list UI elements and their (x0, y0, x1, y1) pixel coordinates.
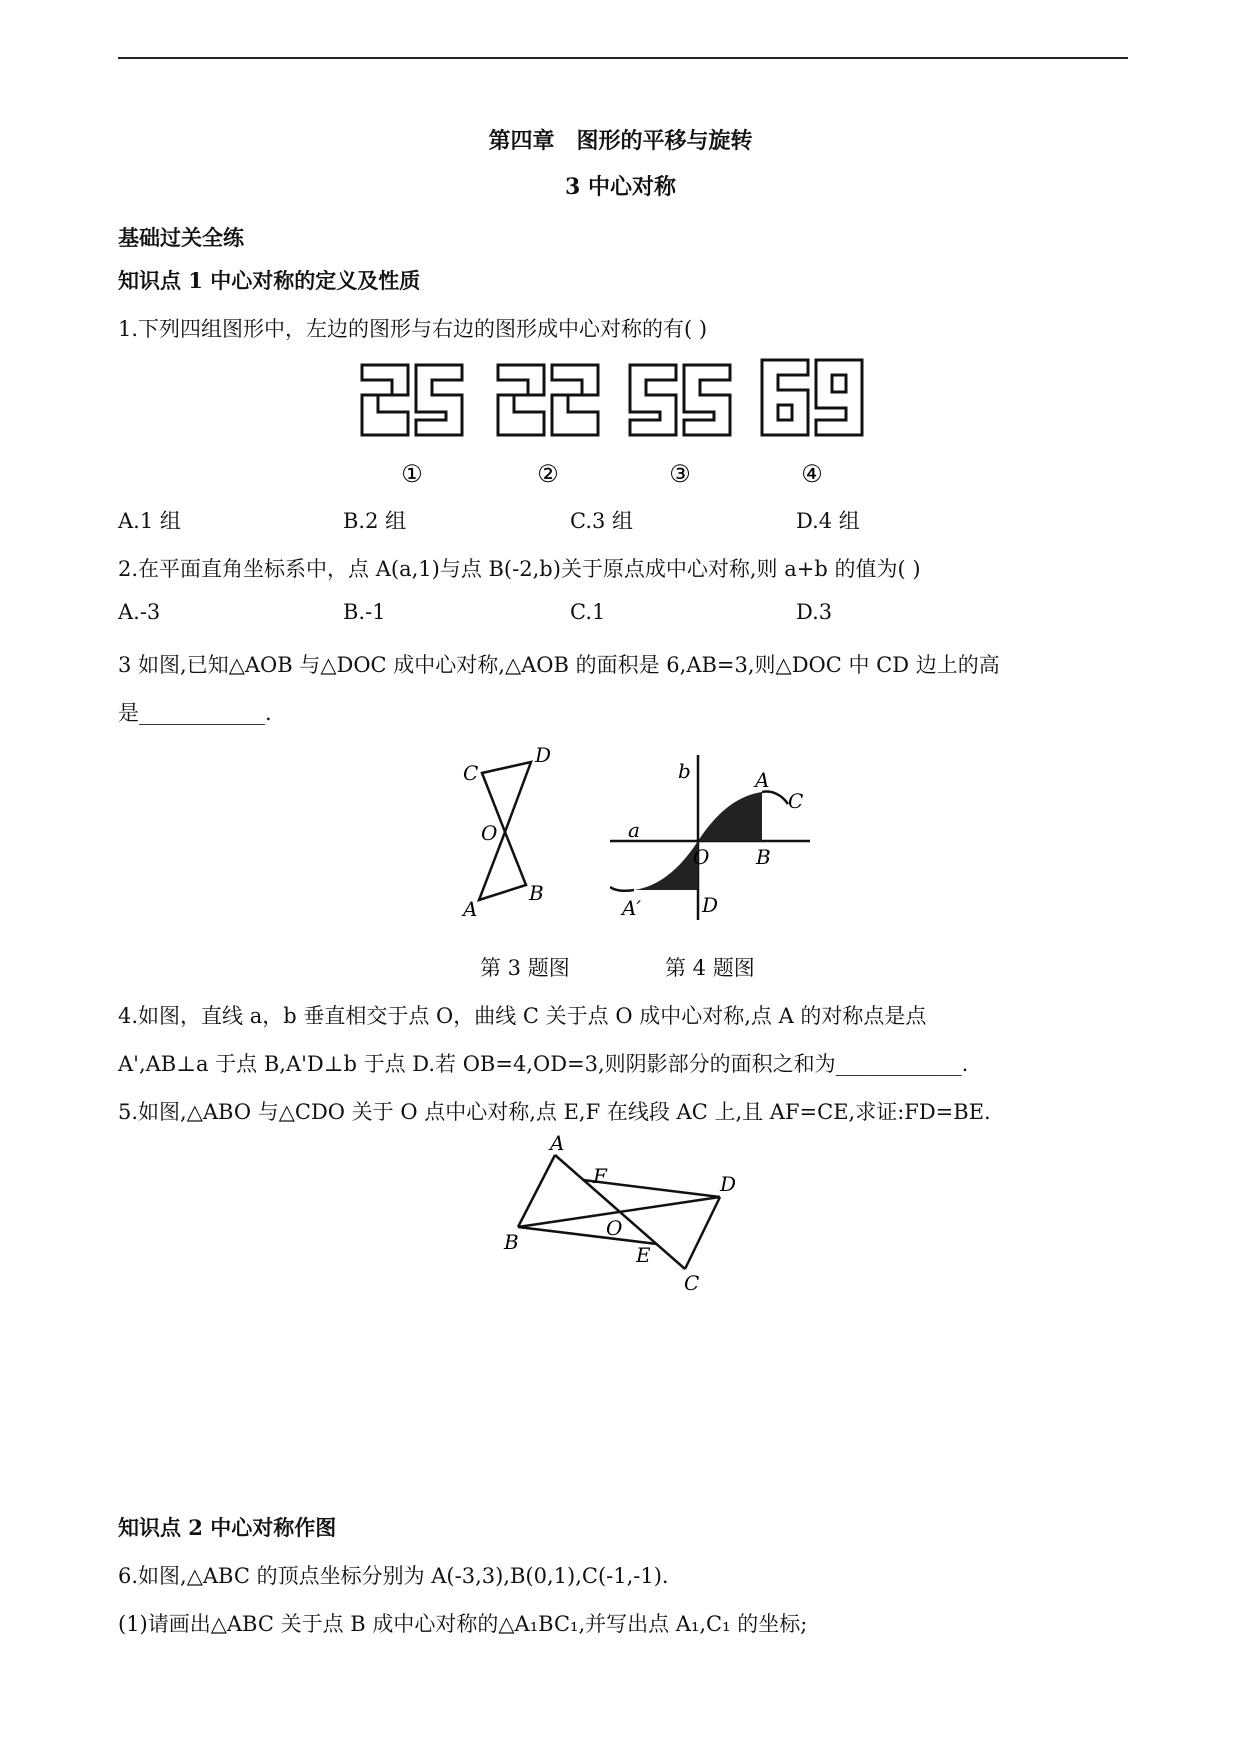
question-1-figure (350, 350, 890, 500)
label-b: B (529, 881, 544, 905)
question-2-text: 2.在平面直角坐标系中，点 A(a,1)与点 B(-2,b)关于原点成中心对称,则 a+b 的值为( ) (118, 557, 921, 581)
digit-5-outline (630, 365, 676, 435)
question-6-text: 6.如图,△ABC 的顶点坐标分别为 A(-3,3),B(0,1),C(-1,-1). (118, 1564, 669, 1588)
figure-mark-2: ② (537, 460, 559, 488)
q1-option-a: A.1 组 (118, 509, 181, 533)
curve-left-tail (610, 887, 634, 891)
label-f: F (593, 1164, 607, 1188)
label-b: B (504, 1230, 519, 1254)
label-a-prime: A′ (622, 896, 641, 920)
segment-ab (518, 1155, 555, 1227)
q2-option-b: B.-1 (343, 600, 386, 624)
digit-6-outline (762, 360, 808, 435)
question-3-line-2: 是____________. (118, 701, 272, 725)
question-6-part-1: (1)请画出△ABC 关于点 B 成中心对称的△A₁BC₁,并写出点 A₁,C₁ 的坐标; (118, 1612, 808, 1636)
segment-be (518, 1227, 657, 1244)
label-b-axis: b (678, 759, 691, 783)
label-a-axis: a (628, 818, 640, 842)
digit-9-outline (816, 360, 862, 435)
figure-3-caption: 第 3 题图 (480, 956, 570, 980)
label-a: A (755, 768, 770, 792)
figure-3 (455, 740, 565, 920)
question-4-line-1: 4.如图，直线 a，b 垂直相交于点 O，曲线 C 关于点 O 成中心对称,点 A 的对称点是点 (118, 1004, 927, 1028)
q1-option-c: C.3 组 (570, 509, 634, 533)
label-d: D (535, 743, 552, 767)
label-o: O (606, 1216, 623, 1240)
digit-5-outline (416, 365, 462, 435)
figure-4 (610, 740, 830, 925)
figure-mark-3: ③ (669, 460, 691, 488)
question-1-text: 1.下列四组图形中，左边的图形与右边的图形成中心对称的有( ) (118, 317, 708, 341)
digit-2-outline (362, 365, 408, 435)
label-e: E (636, 1243, 651, 1267)
segment-dc (685, 1197, 720, 1269)
q1-option-d: D.4 组 (796, 509, 860, 533)
q2-option-c: C.1 (570, 600, 606, 624)
label-d: D (720, 1172, 737, 1196)
label-a: A (463, 897, 478, 920)
curve-right-tail (762, 792, 788, 804)
figure-mark-4: ④ (801, 460, 823, 488)
digit-2-outline (552, 365, 598, 435)
q1-option-b: B.2 组 (343, 509, 407, 533)
figure-mark-1: ① (401, 460, 423, 488)
header-rule (118, 57, 1128, 59)
label-c: C (684, 1271, 700, 1295)
label-d: D (702, 893, 719, 917)
label-b: B (756, 845, 771, 869)
shaded-region-lower (634, 841, 698, 890)
label-o: O (481, 821, 498, 845)
digit-5-outline (684, 365, 730, 435)
q2-option-a: A.-3 (118, 600, 161, 624)
label-o: O (693, 845, 710, 869)
shaded-region-upper (698, 792, 762, 841)
question-5-text: 5.如图,△ABO 与△CDO 关于 O 点中心对称,点 E,F 在线段 AC 上,且 AF=CE,求证:FD=BE. (118, 1100, 991, 1124)
question-4-line-2: A',AB⊥a 于点 B,A'D⊥b 于点 D.若 OB=4,OD=3,则阴影部分的面积之和为____________. (118, 1052, 969, 1076)
label-a: A (550, 1135, 565, 1155)
figure-5 (500, 1135, 750, 1295)
label-c: C (788, 789, 804, 813)
digit-2-outline (498, 365, 544, 435)
knowledge-point-2: 知识点 2 中心对称作图 (118, 1515, 337, 1540)
q2-option-d: D.3 (796, 600, 833, 624)
section-heading: 基础过关全练 (118, 225, 244, 250)
question-3-line-1: 3 如图,已知△AOB 与△DOC 成中心对称,△AOB 的面积是 6,AB=3,则△DOC 中 CD 边上的高 (118, 653, 1000, 677)
label-c: C (463, 761, 479, 785)
chapter-title: 第四章 图形的平移与旋转 (488, 128, 753, 154)
section-title: 3 中心对称 (565, 174, 676, 200)
knowledge-point-1: 知识点 1 中心对称的定义及性质 (118, 268, 421, 293)
figure-4-caption: 第 4 题图 (665, 956, 755, 980)
